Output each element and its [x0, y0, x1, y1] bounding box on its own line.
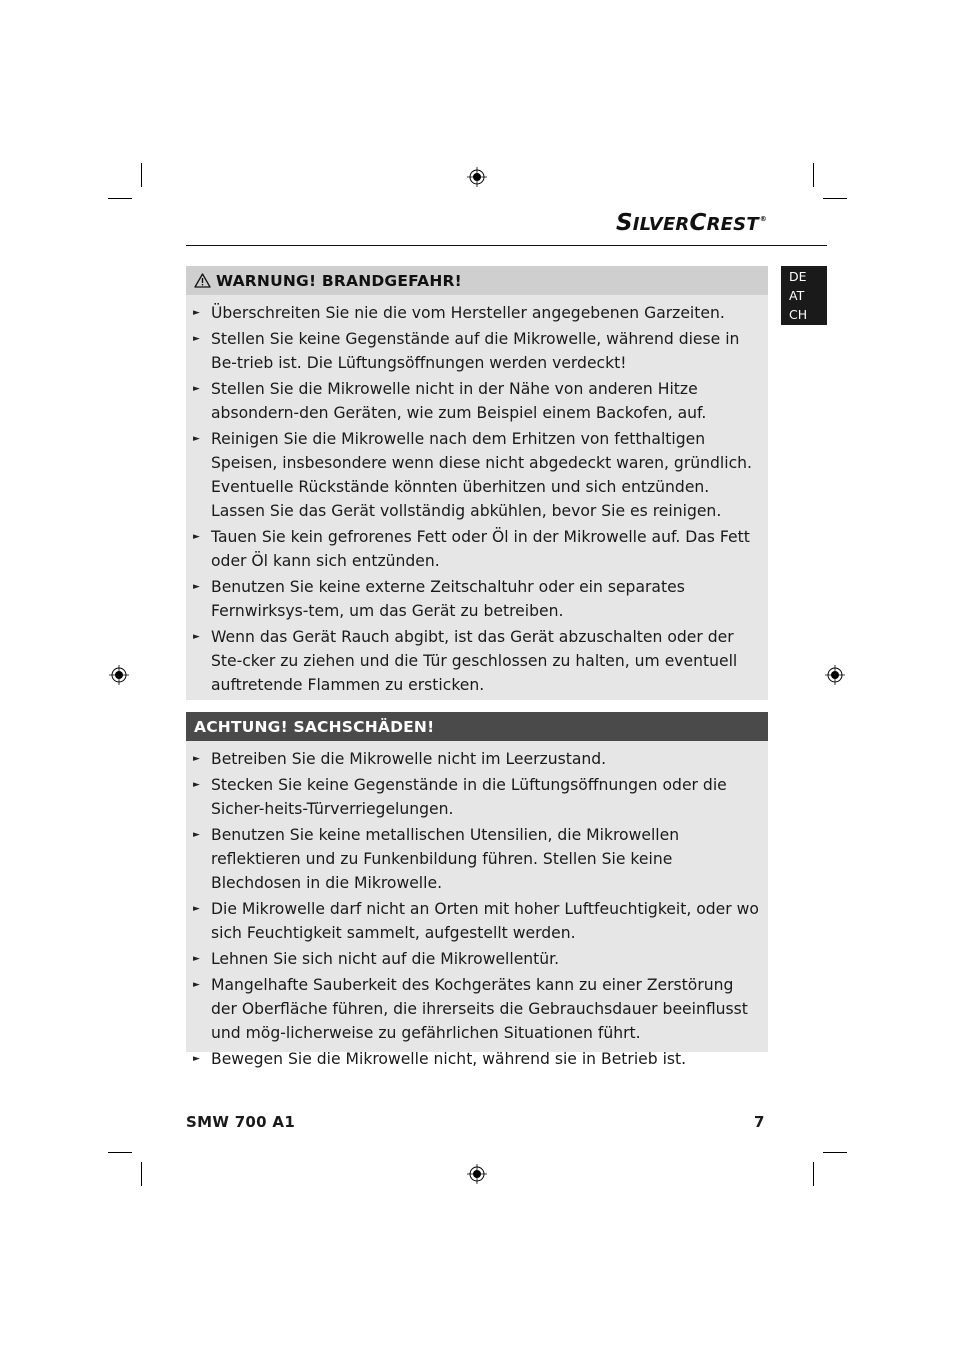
warning-triangle-icon [194, 273, 211, 288]
crop-mark [141, 1162, 142, 1186]
list-item: ► Überschreiten Sie nie die vom Hersteller angegebenen Garzeiten. [186, 301, 768, 325]
list-item: ► Betreiben Sie die Mikrowelle nicht im Leerzustand. [186, 747, 768, 771]
bullet-arrow-icon: ► [193, 954, 200, 964]
brand-logo: SILVERCREST® [615, 210, 767, 236]
language-code: AT [789, 288, 805, 303]
bullet-arrow-icon: ► [193, 308, 200, 318]
bullet-arrow-icon: ► [193, 830, 200, 840]
list-item: ► Die Mikrowelle darf nicht an Orten mit hoher Luftfeuchtigkeit, oder wo sich Feuchtigkeit sammelt, aufgestellt werden. [186, 897, 768, 945]
list-item: ► Stellen Sie die Mikrowelle nicht in der Nähe von anderen Hitze absondern-den Geräten, wie zum Beispiel einem Backofen, auf. [186, 377, 768, 425]
bullet-arrow-icon: ► [193, 780, 200, 790]
warning-box-title: WARNUNG! BRANDGEFAHR! [216, 271, 462, 290]
warning-box [186, 266, 768, 700]
crop-mark [141, 163, 142, 187]
list-item: ► Reinigen Sie die Mikrowelle nach dem Erhitzen von fetthaltigen Speisen, insbesondere wenn diese nicht abgedeckt waren, gründlich. Eventuelle Rückstände könnten überhitzen und sich entzünden. Lassen Sie das Gerät vollständig abkühlen, bevor Sie es reinigen. [186, 427, 768, 523]
bullet-arrow-icon: ► [193, 532, 200, 542]
bullet-arrow-icon: ► [193, 384, 200, 394]
warning-box-header [186, 266, 768, 295]
warning-list [186, 295, 768, 697]
crop-mark [823, 198, 847, 199]
crop-mark [823, 1152, 847, 1153]
bullet-arrow-icon: ► [193, 980, 200, 990]
header-rule [186, 245, 827, 246]
list-item: ► Bewegen Sie die Mikrowelle nicht, während sie in Betrieb ist. [186, 1047, 768, 1071]
model-number: SMW 700 A1 [186, 1113, 296, 1131]
crop-mark [813, 1162, 814, 1186]
registration-mark-icon [825, 665, 845, 685]
crop-mark [108, 198, 132, 199]
list-item: ► Mangelhafte Sauberkeit des Kochgerätes kann zu einer Zerstörung der Oberfläche führen, die ihrerseits die Gebrauchsdauer beeinflusst und mög-licherweise zu gefährlichen Situationen führt. [186, 973, 768, 1045]
language-code: CH [789, 307, 808, 322]
bullet-arrow-icon: ► [193, 754, 200, 764]
bullet-arrow-icon: ► [193, 904, 200, 914]
bullet-arrow-icon: ► [193, 632, 200, 642]
registration-mark-icon [467, 167, 487, 187]
caution-box [186, 712, 768, 1068]
list-item: ► Tauen Sie kein gefrorenes Fett oder Öl in der Mikrowelle auf. Das Fett oder Öl kann sich entzünden. [186, 525, 768, 573]
bullet-arrow-icon: ► [193, 582, 200, 592]
registration-mark-icon [467, 1164, 487, 1184]
list-item: ► Benutzen Sie keine externe Zeitschaltuhr oder ein separates Fernwirksys-tem, um das Gerät zu betreiben. [186, 575, 768, 623]
crop-mark [108, 1152, 132, 1153]
language-code: DE [789, 269, 807, 284]
caution-box-title: ACHTUNG! SACHSCHÄDEN! [194, 717, 435, 736]
caution-box-header [186, 712, 768, 741]
list-item: ► Stecken Sie keine Gegenstände in die Lüftungsöffnungen oder die Sicher-heits-Türverriegelungen. [186, 773, 768, 821]
bullet-arrow-icon: ► [193, 1054, 200, 1064]
list-item: ► Wenn das Gerät Rauch abgibt, ist das Gerät abzuschalten oder der Ste-cker zu ziehen und die Tür geschlossen zu halten, um eventuell auftretende Flammen zu ersticken. [186, 625, 768, 697]
list-item: ► Stellen Sie keine Gegenstände auf die Mikrowelle, während diese in Be-trieb ist. Die Lüftungsöffnungen werden verdeckt! [186, 327, 768, 375]
caution-list [186, 741, 768, 1071]
bullet-arrow-icon: ► [193, 334, 200, 344]
page-number: 7 [754, 1113, 765, 1131]
crop-mark [813, 163, 814, 187]
list-item: ► Lehnen Sie sich nicht auf die Mikrowellentür. [186, 947, 768, 971]
language-tab [781, 266, 827, 325]
bullet-arrow-icon: ► [193, 434, 200, 444]
list-item: ► Benutzen Sie keine metallischen Utensilien, die Mikrowellen reflektieren und zu Funkenbildung führen. Stellen Sie keine Blechdosen in die Mikrowelle. [186, 823, 768, 895]
registration-mark-icon [109, 665, 129, 685]
